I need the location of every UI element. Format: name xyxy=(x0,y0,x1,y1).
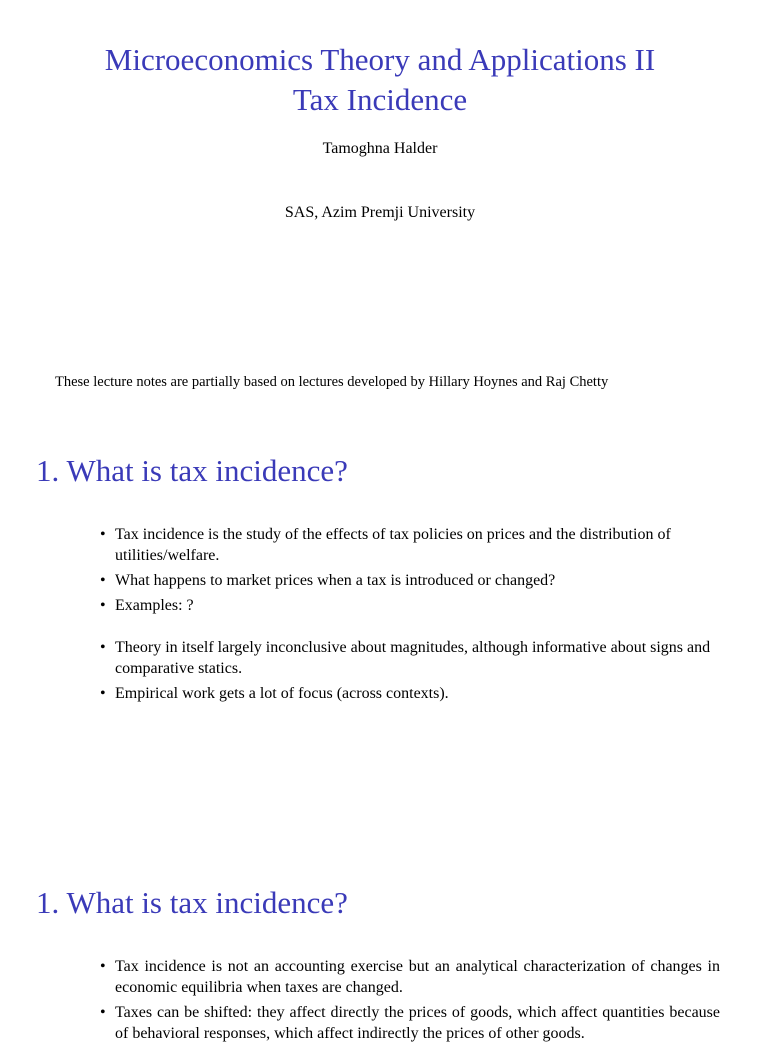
section-heading-2: 1. What is tax incidence? xyxy=(36,885,348,920)
author-name: Tamoghna Halder xyxy=(322,140,438,157)
acknowledgement-note: These lecture notes are partially based on lectures developed by Hillary Hoynes and Raj Chetty xyxy=(55,374,609,390)
bullet-list-2 xyxy=(100,956,720,1048)
list-item: • Taxes can be shifted: they affect directly the prices of goods, which affect quantities because of behavioral responses, which affect indirectly the prices of other goods. xyxy=(100,1002,720,1044)
bullet-list-1b xyxy=(100,637,720,708)
list-item: • Empirical work gets a lot of focus (across contexts). xyxy=(100,683,720,704)
list-item: • Tax incidence is the study of the effects of tax policies on prices and the distribution of utilities/welfare. xyxy=(100,524,720,566)
document-title: Microeconomics Theory and Applications II xyxy=(104,42,656,77)
bullet-list-1a xyxy=(100,524,720,620)
section-heading-1: 1. What is tax incidence? xyxy=(36,453,348,488)
list-item: • Examples: ? xyxy=(100,595,720,616)
document-subtitle: Tax Incidence xyxy=(292,82,468,117)
list-item: • What happens to market prices when a tax is introduced or changed? xyxy=(100,570,720,591)
title-block xyxy=(0,40,760,120)
list-item: • Theory in itself largely inconclusive about magnitudes, although informative about signs and comparative statics. xyxy=(100,637,720,679)
list-item: • Tax incidence is not an accounting exercise but an analytical characterization of changes in economic equilibria when taxes are changed. xyxy=(100,956,720,998)
affiliation: SAS, Azim Premji University xyxy=(284,204,476,221)
